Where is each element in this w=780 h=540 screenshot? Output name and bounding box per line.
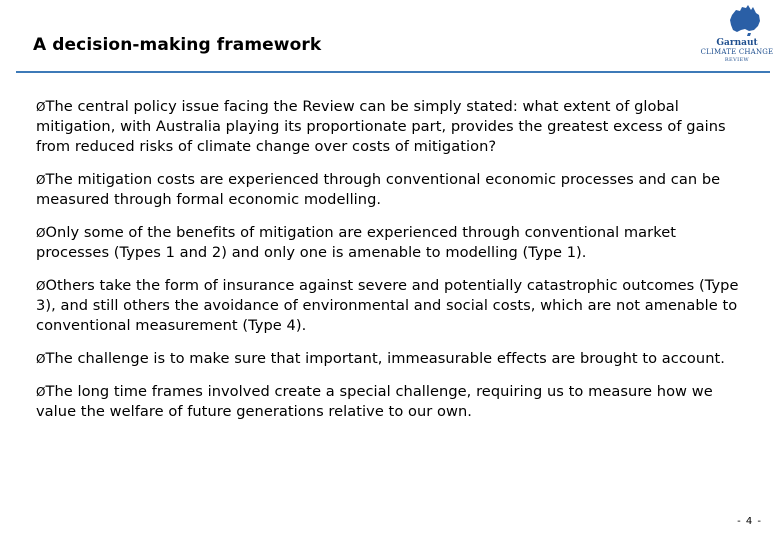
bullet-item [36, 276, 748, 336]
bullet-item [36, 170, 748, 210]
bullet-text: The mitigation costs are experienced through conventional economic processes and can be measured through formal economic modelling. [36, 171, 721, 208]
bullet-item [36, 223, 748, 263]
bullet-text: The long time frames involved create a special challenge, requiring us to measure how we value the welfare of future generations relative to our own. [36, 383, 713, 420]
arrow-bullet-icon: Ø [36, 385, 46, 399]
arrow-bullet-icon: Ø [36, 100, 46, 114]
arrow-bullet-icon: Ø [36, 352, 46, 366]
arrow-bullet-icon: Ø [36, 226, 46, 240]
bullet-item [36, 349, 748, 369]
logo-subtitle: CLIMATE CHANGE [700, 48, 774, 56]
bullet-list [36, 97, 748, 435]
bullet-text: The challenge is to make sure that important, immeasurable effects are brought to account. [45, 350, 725, 367]
arrow-bullet-icon: Ø [36, 173, 46, 187]
logo-name: Garnaut [716, 38, 758, 48]
garnaut-review-logo [696, 2, 778, 68]
bullet-item [36, 97, 748, 157]
australia-map-icon [696, 2, 778, 42]
logo-review: REVIEW [724, 57, 750, 63]
slide-title: A decision-making framework [33, 35, 322, 55]
bullet-text: The central policy issue facing the Review can be simply stated: what extent of global mitigation, with Australia playing its proportionate part, provides the greatest excess of gains from reduced risks of climate change over costs of mitigation? [36, 98, 726, 155]
page-number: - 4 - [737, 516, 762, 527]
bullet-text: Only some of the benefits of mitigation are experienced through conventional market processes (Types 1 and 2) and only one is amenable to modelling (Type 1). [36, 224, 677, 261]
bullet-text: Others take the form of insurance against severe and potentially catastrophic outcomes (Type 3), and still others the avoidance of environmental and social costs, which are not amenable to conventional measurement (Type 4). [36, 277, 739, 334]
bullet-item [36, 382, 748, 422]
title-divider [16, 71, 770, 73]
arrow-bullet-icon: Ø [36, 279, 46, 293]
